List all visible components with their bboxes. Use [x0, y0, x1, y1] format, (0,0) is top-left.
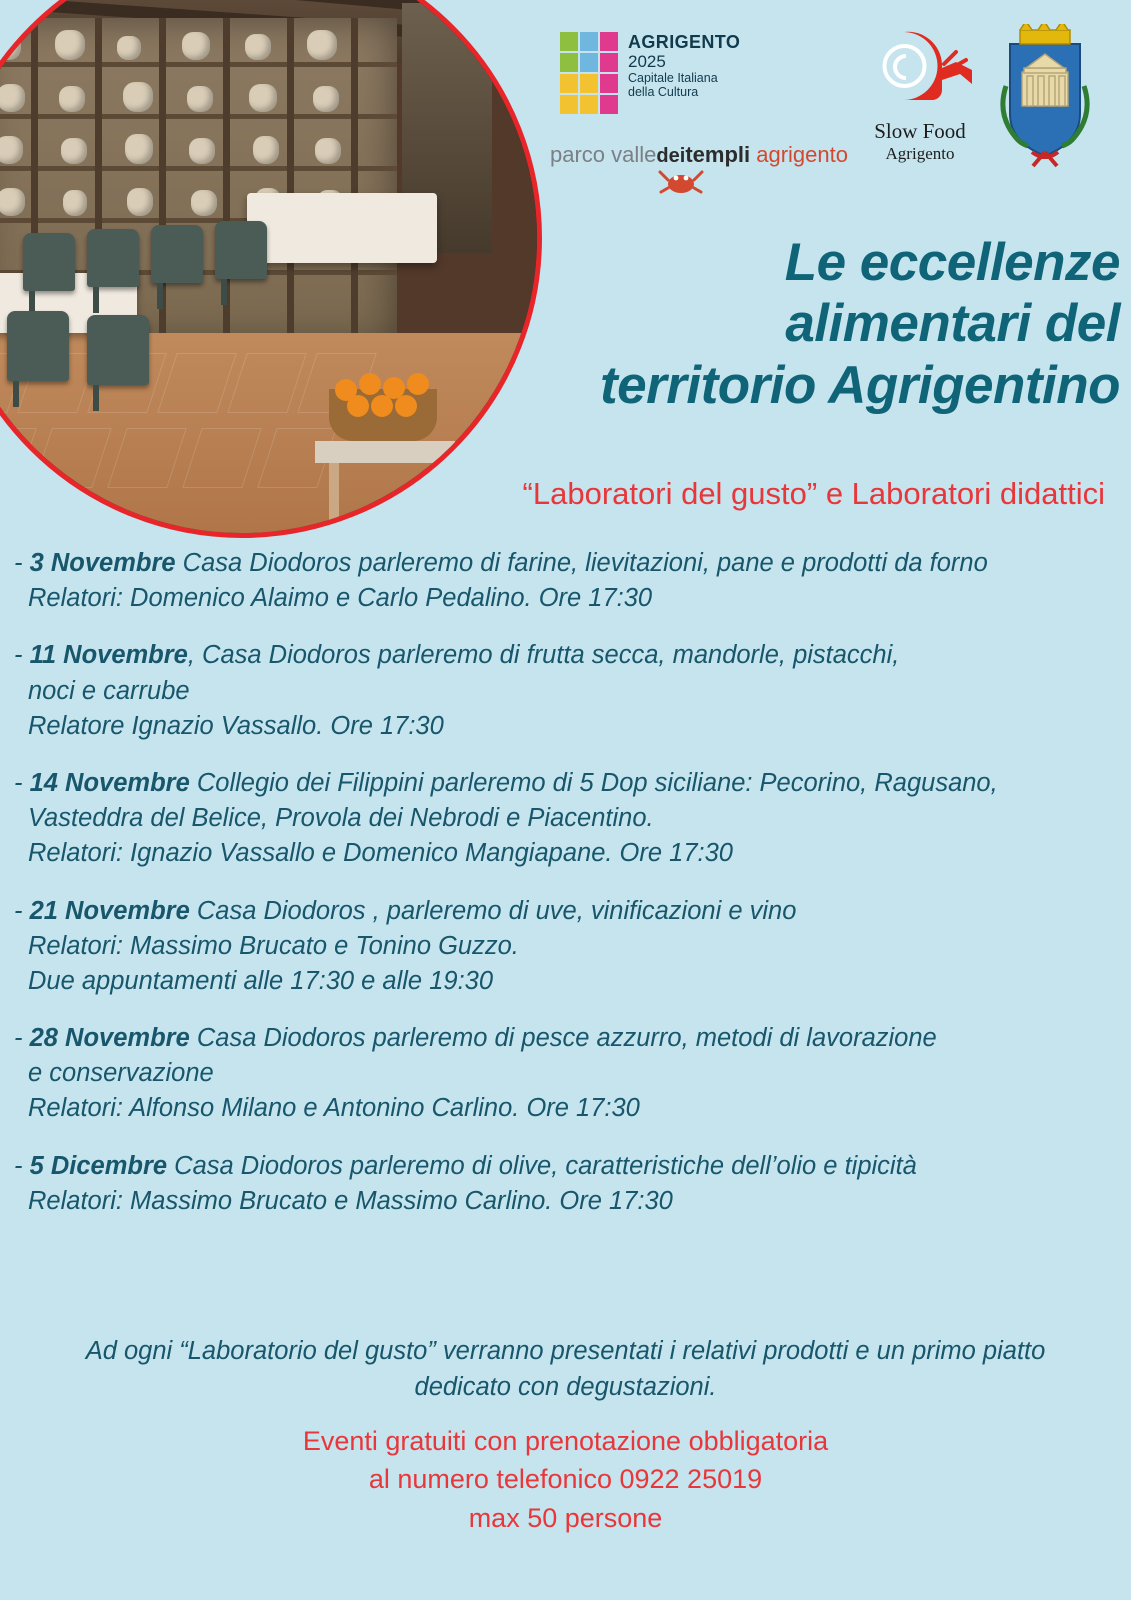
entry-line-0: Casa Diodoros parleremo di farine, lievitazioni, pane e prodotti da forno	[175, 549, 988, 577]
agrigento-title: AGRIGENTO	[628, 32, 741, 52]
entry-line-1: Relatori: Massimo Brucato e Massimo Carlino. Ore 17:30	[28, 1186, 673, 1215]
entry-line-1: Vasteddra del Belice, Provola dei Nebrodi e Piacentino.	[28, 804, 654, 833]
photo-floor-tile	[157, 353, 236, 413]
entry-line-2: Relatore Ignazio Vassallo. Ore 17:30	[28, 711, 444, 740]
poster-title	[330, 232, 1120, 416]
program-entry	[14, 766, 1117, 872]
poster-title-line-1: Le eccellenze	[784, 233, 1120, 292]
photo-mullion	[287, 18, 294, 348]
entry-dash: -	[14, 768, 23, 797]
booking-info	[20, 1422, 1111, 1537]
photo-ceramic-pot	[307, 30, 337, 60]
entry-line-1: Relatori: Domenico Alaimo e Carlo Pedalino. Ore 17:30	[28, 584, 653, 613]
program-entry-headline	[14, 894, 1117, 929]
entry-date: 14 Novembre	[29, 768, 190, 797]
agrigento-subtitle-line2: della Cultura	[628, 85, 699, 100]
program-entry	[14, 1149, 1117, 1219]
program-list	[0, 546, 1131, 1241]
entry-dash: -	[14, 549, 23, 577]
slow-food-logo	[840, 24, 1000, 164]
slow-food-city: Agrigento	[885, 144, 955, 163]
program-entry-headline	[14, 1149, 1117, 1184]
program-entry	[14, 894, 1117, 1000]
parco-word-valle: valle	[611, 142, 657, 167]
entry-date: 5 Dicembre	[29, 1151, 168, 1180]
photo-ceramic-pot	[0, 34, 21, 60]
photo-ceramic-pot	[123, 82, 153, 112]
parco-word-parco: parco	[550, 142, 606, 167]
photo-shelf	[0, 114, 397, 119]
agrigento-subtitle-line1: Capitale Italiana	[628, 71, 718, 86]
photo-ceramic-pot	[249, 84, 277, 112]
program-entry-headline	[14, 638, 1117, 673]
booking-phone: al numero telefonico 0922 25019	[368, 1464, 763, 1495]
poster-subtitle: “Laboratori del gusto” e Laboratori didattici	[522, 476, 1105, 511]
booking-line-1: Eventi gratuiti con prenotazione obbligatoria	[302, 1426, 829, 1456]
agrigento-2025-logo	[560, 32, 740, 114]
photo-ceramic-pot	[61, 138, 87, 164]
entry-line-2: Due appuntamenti alle 17:30 e alle 19:30	[28, 966, 494, 995]
photo-shelf	[0, 166, 397, 171]
parco-word-agrigento: agrigento	[756, 142, 848, 167]
photo-floor-tile	[32, 428, 111, 488]
entry-dash: -	[14, 1151, 23, 1180]
tasting-note-line-1: Ad ogni “Laboratorio del gusto” verranno presentati i relativi prodotti e un primo piatto	[85, 1337, 1046, 1365]
parco-word-templi: templi	[685, 142, 751, 167]
photo-ceramic-pot	[127, 188, 153, 216]
parco-word-dei: dei	[656, 145, 686, 167]
photo-ceramic-pot	[187, 86, 213, 112]
tasting-note-line-2: dedicato con degustazioni.	[414, 1372, 717, 1401]
booking-capacity: max 50 persone	[468, 1502, 663, 1533]
photo-ceramic-pot	[313, 86, 339, 112]
photo-ceramic-pot	[191, 190, 217, 216]
photo-ceramic-pot	[0, 84, 25, 112]
logo-bar	[540, 18, 1120, 218]
entry-dash: -	[14, 896, 23, 925]
snail-icon	[860, 24, 980, 112]
photo-ceramic-pot	[315, 138, 341, 164]
tasting-note	[20, 1334, 1111, 1405]
entry-line-0: , Casa Diodoros parleremo di frutta secca, mandorle, pistacchi,	[187, 641, 900, 670]
photo-stand-top	[315, 441, 455, 463]
photo-ceramic-pot	[0, 188, 25, 216]
photo-chair	[7, 311, 69, 381]
agrigento-year: 2025	[628, 52, 666, 72]
photo-ceramic-pot	[253, 136, 279, 164]
photo-ceramic-pot	[189, 138, 215, 164]
entry-line-2: Relatori: Alfonso Milano e Antonino Carlino. Ore 17:30	[28, 1094, 640, 1123]
entry-line-0: Casa Diodoros parleremo di pesce azzurro, metodi di lavorazione	[189, 1024, 937, 1053]
slow-food-name: Slow Food	[874, 119, 966, 143]
photo-chair	[23, 233, 75, 291]
photo-chair	[151, 225, 203, 283]
program-entry-headline	[14, 546, 1117, 581]
entry-line-0: Casa Diodoros parleremo di olive, caratteristiche dell’olio e tipicità	[167, 1151, 917, 1180]
entry-dash: -	[14, 641, 23, 670]
entry-date: 28 Novembre	[29, 1024, 190, 1053]
photo-floor-tile	[0, 428, 37, 488]
program-entry	[14, 1021, 1117, 1127]
photo-chair	[87, 315, 149, 385]
photo-ceramic-pot	[0, 136, 23, 164]
entry-date: 3 Novembre	[29, 549, 176, 577]
entry-date: 11 Novembre	[29, 641, 188, 670]
entry-line-1: e conservazione	[28, 1059, 214, 1088]
crab-icon	[658, 160, 704, 200]
entry-line-1: Relatori: Massimo Brucato e Tonino Guzzo.	[28, 931, 519, 960]
photo-ceramic-pot	[125, 134, 153, 164]
photo-ceramic-pot	[63, 190, 87, 216]
poster-title-line-2: alimentari del	[785, 294, 1120, 354]
poster-title-line-3: territorio Agrigentino	[600, 355, 1120, 415]
program-entry-headline	[14, 766, 1117, 801]
photo-ceramic-pot	[117, 36, 141, 60]
photo-ceramic-pot	[182, 32, 210, 60]
program-entry-headline	[14, 1021, 1117, 1056]
entry-date: 21 Novembre	[29, 896, 190, 925]
entry-line-2: Relatori: Ignazio Vassallo e Domenico Mangiapane. Ore 17:30	[28, 839, 733, 868]
photo-chair	[87, 229, 139, 287]
agrigento-mark-icon	[560, 32, 618, 114]
photo-shelf	[0, 62, 397, 67]
program-entry	[14, 638, 1117, 744]
entry-line-0: Casa Diodoros , parleremo di uve, vinificazioni e vino	[189, 896, 797, 925]
photo-ceramic-pot	[59, 86, 85, 112]
entry-dash: -	[14, 1024, 23, 1053]
photo-chair	[215, 221, 267, 279]
photo-ceramic-pot	[55, 30, 85, 60]
entry-line-0: Collegio dei Filippini parleremo di 5 Dop siciliane: Pecorino, Ragusano,	[189, 768, 998, 797]
program-entry	[14, 546, 1117, 616]
photo-ceramic-pot	[245, 34, 271, 60]
agrigento-logo-text	[628, 32, 740, 99]
photo-floor-tile	[227, 353, 306, 413]
comune-agrigento-crest-icon	[990, 24, 1100, 169]
entry-line-1: noci e carrube	[28, 676, 190, 705]
